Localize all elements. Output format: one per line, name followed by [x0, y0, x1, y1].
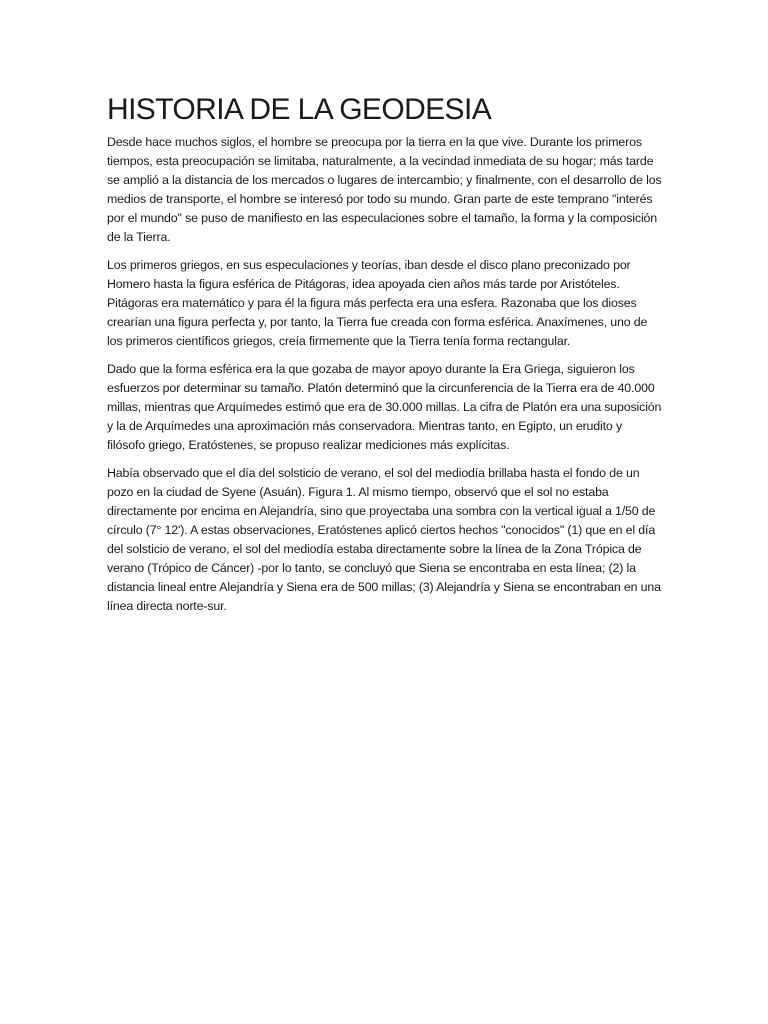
- paragraph-4: Había observado que el día del solsticio de verano, el sol del mediodía brillaba hasta el fondo de un pozo en la ciudad de Syene (Asuán). Figura 1. Al mismo tiempo, observó que el sol no estaba directamente por encima en Alejandría, sino que proyectaba una sombra con la vertical igual a 1/50 de círculo (7° 12'). A estas observaciones, Eratóstenes aplicó ciertos hechos "conocidos" (1) que en el día del solsticio de verano, el sol del mediodía estaba directamente sobre la línea de la Zona Trópica de verano (Trópico de Cáncer) -por lo tanto, se concluyó que Siena se encontraba en esta línea; (2) la distancia lineal entre Alejandría y Siena era de 500 millas; (3) Alejandría y Siena se encontraban en una línea directa norte-sur.: [107, 466, 661, 613]
- paragraph-1: Desde hace muchos siglos, el hombre se preocupa por la tierra en la que vive. Durante los primeros tiempos, esta preocupación se limitaba, naturalmente, a la vecindad inmediata de su hogar; más tarde se amplió a la distancia de los mercados o lugares de intercambio; y finalmente, con el desarrollo de los medios de transporte, el hombre se interesó por todo su mundo. Gran parte de este temprano "interés por el mundo" se puso de manifiesto en las especulaciones sobre el tamaño, la forma y la composición de la Tierra.: [107, 135, 662, 244]
- document-page: [107, 90, 663, 625]
- paragraph-3: Dado que la forma esférica era la que gozaba de mayor apoyo durante la Era Griega, siguieron los esfuerzos por determinar su tamaño. Platón determinó que la circunferencia de la Tierra era de 40.000 millas, mientras que Arquímedes estimó que era de 30.000 millas. La cifra de Platón era una suposición y la de Arquímedes una aproximación más conservadora. Mientras tanto, en Egipto, un erudito y filósofo griego, Eratóstenes, se propuso realizar mediciones más explícitas.: [107, 362, 662, 452]
- paragraph-2: Los primeros griegos, en sus especulaciones y teorías, iban desde el disco plano preconizado por Homero hasta la figura esférica de Pitágoras, idea apoyada cien años más tarde por Aristóteles. Pitágoras era matemático y para él la figura más perfecta era una esfera. Razonaba que los dioses crearían una figura perfecta y, por tanto, la Tierra fue creada con forma esférica. Anaxímenes, uno de los primeros científicos griegos, creía firmemente que la Tierra tenía forma rectangular.: [107, 258, 648, 348]
- document-title: HISTORIA DE LA GEODESIA: [107, 93, 492, 126]
